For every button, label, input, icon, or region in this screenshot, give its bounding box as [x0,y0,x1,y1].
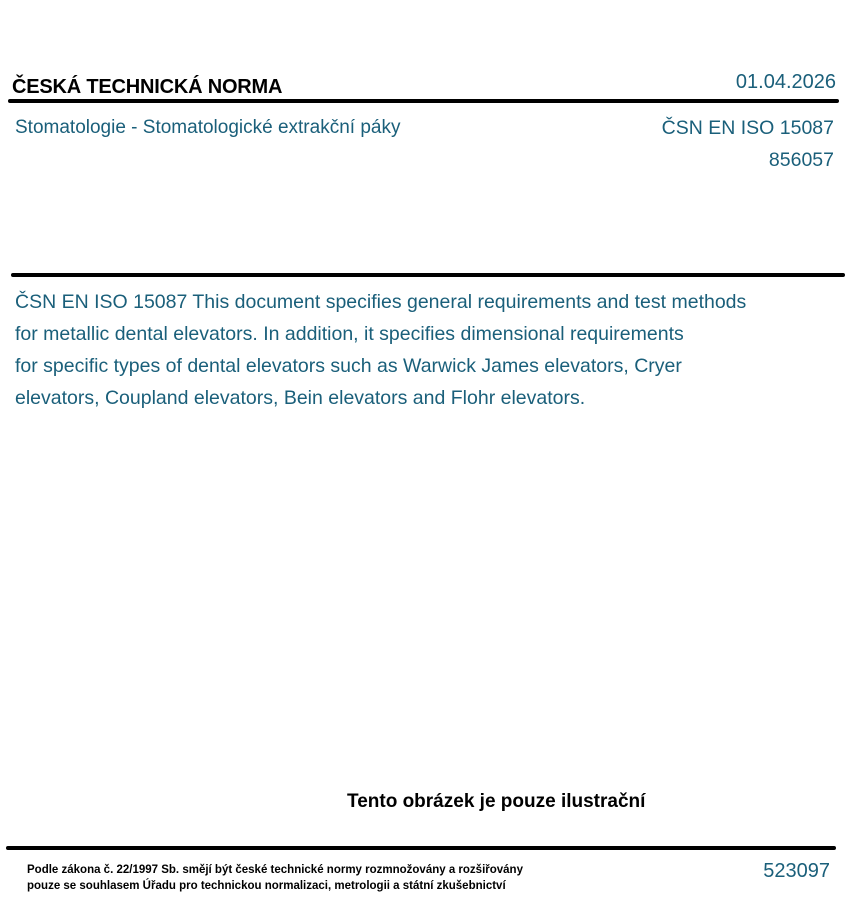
legal-notice [27,862,523,894]
illustration-note: Tento obrázek je pouze ilustrační [347,791,646,812]
norm-title: ČESKÁ TECHNICKÁ NORMA [12,76,283,98]
abstract-line: ČSN EN ISO 15087 This document specifies general requirements and test methods [15,291,747,313]
abstract-text [15,286,845,414]
footer-divider [6,846,836,850]
legal-line: pouze se souhlasem Úřadu pro technickou normalizaci, metrologii a státní zkušebnictví [27,880,506,892]
document-title: Stomatologie - Stomatologické extrakční páky [15,117,401,138]
abstract-line: elevators, Coupland elevators, Bein elevators and Flohr elevators. [15,387,586,409]
catalog-number: 523097 [763,860,830,882]
classification-code: 856057 [768,149,834,171]
standard-number: ČSN EN ISO 15087 [661,117,834,139]
legal-line: Podle zákona č. 22/1997 Sb. smějí být české technické normy rozmnožovány a rozšiřovány [27,864,523,876]
section-divider [11,273,845,277]
abstract-line: for specific types of dental elevators such as Warwick James elevators, Cryer [15,355,682,377]
header-divider [8,99,839,103]
abstract-line: for metallic dental elevators. In addition, it specifies dimensional requirements [15,323,684,345]
issue-date: 01.04.2026 [735,71,836,93]
